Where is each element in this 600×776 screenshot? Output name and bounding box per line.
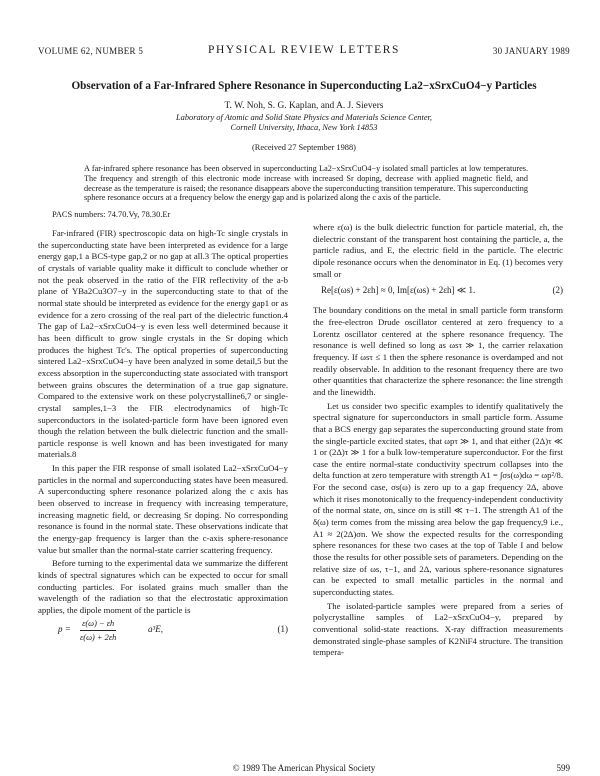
affiliation-line: Laboratory of Atomic and Solid State Physics and Materials Science Center, [176,113,432,122]
left-column [38,228,288,647]
body-paragraph: Let us consider two specific examples to identify qualitatively the spectral signature for superconductors in small particle form. Assume that a BCS energy gap separates the superconducting ground state from the single-particle excited states, that ωpτ ≫ 1, and that either (2Δ)τ ≪ 1 or (2Δ)τ ≫ 1 for a bulk low-temperature superconductor. For the first case the entire normal-state conductivity spectrum collapses into the delta function at zero temperature with strength A1 = ∫σs(ω)dω = ωp²/8. For the second case, σs(ω) is zero up to a gap frequency 2Δ, above which it rises monotonically to the frequency-independent conductivity of the normal state, σn, since σn is still ≪ τ−1. The strength A1 of the δ(ω) term comes from the missing area below the gap frequency,9 i.e., A1 ≈ 2(2Δ)σn. We show the expected results for the corresponding sphere resonances for these two cases at the top of Table I and below those the results for other possible sets of parameters. Depending on the relative size of ωs, τ−1, and 2Δ, various sphere-resonance signatures can be expected to small metallic particles in the normal and superconducting states. [313,400,563,598]
equation-2 [313,284,563,300]
equation-fraction [80,618,116,644]
affiliation [38,113,570,134]
body-paragraph: Before turning to the experimental data we summarize the different kinds of spectral signatures which can be expected to occur for small conducting particles. For isolated grains much smaller than the wavelength of the radiation so that the electrostatic approximation applies, the dipole moment of the particle is [38,558,288,615]
body-paragraph: The boundary conditions on the metal in small particle form transform the free-electron Drude oscillator centered at zero frequency to a Lorentz oscillator centered at the sphere resonance frequency. The resonance is well defined so long as ωsτ ≫ 1, the carrier relaxation frequency. If ωsτ ≤ 1 then the sphere resonance is overdamped and not readily observable. In addition to the resonant frequency there are two other quantities that characterize the sphere resonance: the line strength and the linewidth. [313,305,563,397]
fraction-numerator: ε(ω) − εh [82,618,115,628]
running-header [38,45,570,59]
equation-number: (2) [552,285,563,296]
affiliation-line: Cornell University, Ithaca, New York 14853 [230,123,378,133]
body-paragraph: where ε(ω) is the bulk dielectric function for particle material, εh, the dielectric constant of the transparent host containing the particle, a, the particle radius, and E, the electric field in the particle. The electric dipole resonance occurs when the denominator in Eq. (1) becomes very small or [313,222,563,279]
equation-expression: Re[ε(ωs) + 2εh] ≈ 0, Im[ε(ωs) + 2εh] ≪ 1. [321,285,476,296]
page-number: 599 [556,763,570,773]
fraction-denominator: ε(ω) + 2εh [80,633,117,643]
pacs-numbers: PACS numbers: 74.70.Vy, 78.30.Er [52,210,171,219]
author-list: T. W. Noh, S. G. Kaplan, and A. J. Sievers [224,101,384,111]
equation-number: (1) [277,623,288,634]
abstract: A far-infrared sphere resonance has been observed in superconducting La2−xSrxCuO4−y isolated small particles at low temperatures. The frequency and strength of this electronic mode increase with increased Sr doping, decrease with applied magnetic field, and decrease as the temperature is raised; the resonance disappears above the superconducting transition temperature. This superconducting sphere resonance occurs at a frequency below the energy gap and is polarized along the c axis of the particle. [84,164,528,203]
received-date: (Received 27 September 1988) [252,143,356,152]
body-paragraph: The isolated-particle samples were prepared from a series of polycrystalline samples of La2−xSrxCuO4−y, prepared by conventional solid-state reactions. X-ray diffraction measurements demonstrated single-phase samples of K2NiF4 structure. The transition tempera- [313,600,563,658]
right-column [313,222,563,659]
equation-tail: a³E, [148,623,163,634]
issue-date: 30 JANUARY 1989 [492,46,570,56]
body-paragraph: Far-infrared (FIR) spectroscopic data on high-Tc single crystals in the superconducting state have been interpreted as evidence for a large energy gap,1 a BCS-type gap,2 or no gap at all.3 The optical properties of crystals of variable quality make it difficult to conclude whether or not the peak observed in the ratio of the FIR reflectivity of the a-b plane of YBa2Cu3O7−y in the superconducting state to that of the normal state should be interpreted as evidence for the energy gap1 or as evidence for a zero crossing of the real part of the dielectric function.4 The gap of La2−xSrxCuO4−y is even less well determined because it has been difficult to grow single crystals in the Sr doping which produces the highest Tc's. The optical properties of superconducting sintered La2−xSrxCuO4−y have been analyzed in some detail,5 but the excess absorption in the superconducting state associated with transport between grains obscures the determination of a true gap signature. Compared to the extensive work on these polycrystalline6,7 or single-crystal samples,1−3 the FIR electrodynamics of high-Tc superconductors in the isolated-particle form have been ignored even though the relation between the bulk dielectric function and the small-particle response is well known and has been investigated for many materials.8 [38,228,288,460]
body-paragraph: In this paper the FIR response of small isolated La2−xSrxCuO4−y particles in the normal and superconducting states have been measured. A superconducting sphere resonance polarized along the c axis has been observed to increase in frequency with increasing temperature, increasing magnetic field, or decreasing Sr doping. No corresponding resonance is found in the normal state. These observations indicate that the energy-gap frequency is larger than the c-axis sphere-resonance value but smaller than the normal-state carrier scattering frequency. [38,463,288,555]
journal-name: PHYSICAL REVIEW LETTERS [207,44,401,56]
volume-number: VOLUME 62, NUMBER 5 [38,46,144,56]
paper-title: Observation of a Far-Infrared Sphere Resonance in Superconducting La2−xSrxCuO4−y Particles [71,80,537,92]
copyright-notice: © 1989 The American Physical Society [232,763,376,773]
equation-1 [38,618,288,643]
equation-lhs: p = [58,623,71,634]
